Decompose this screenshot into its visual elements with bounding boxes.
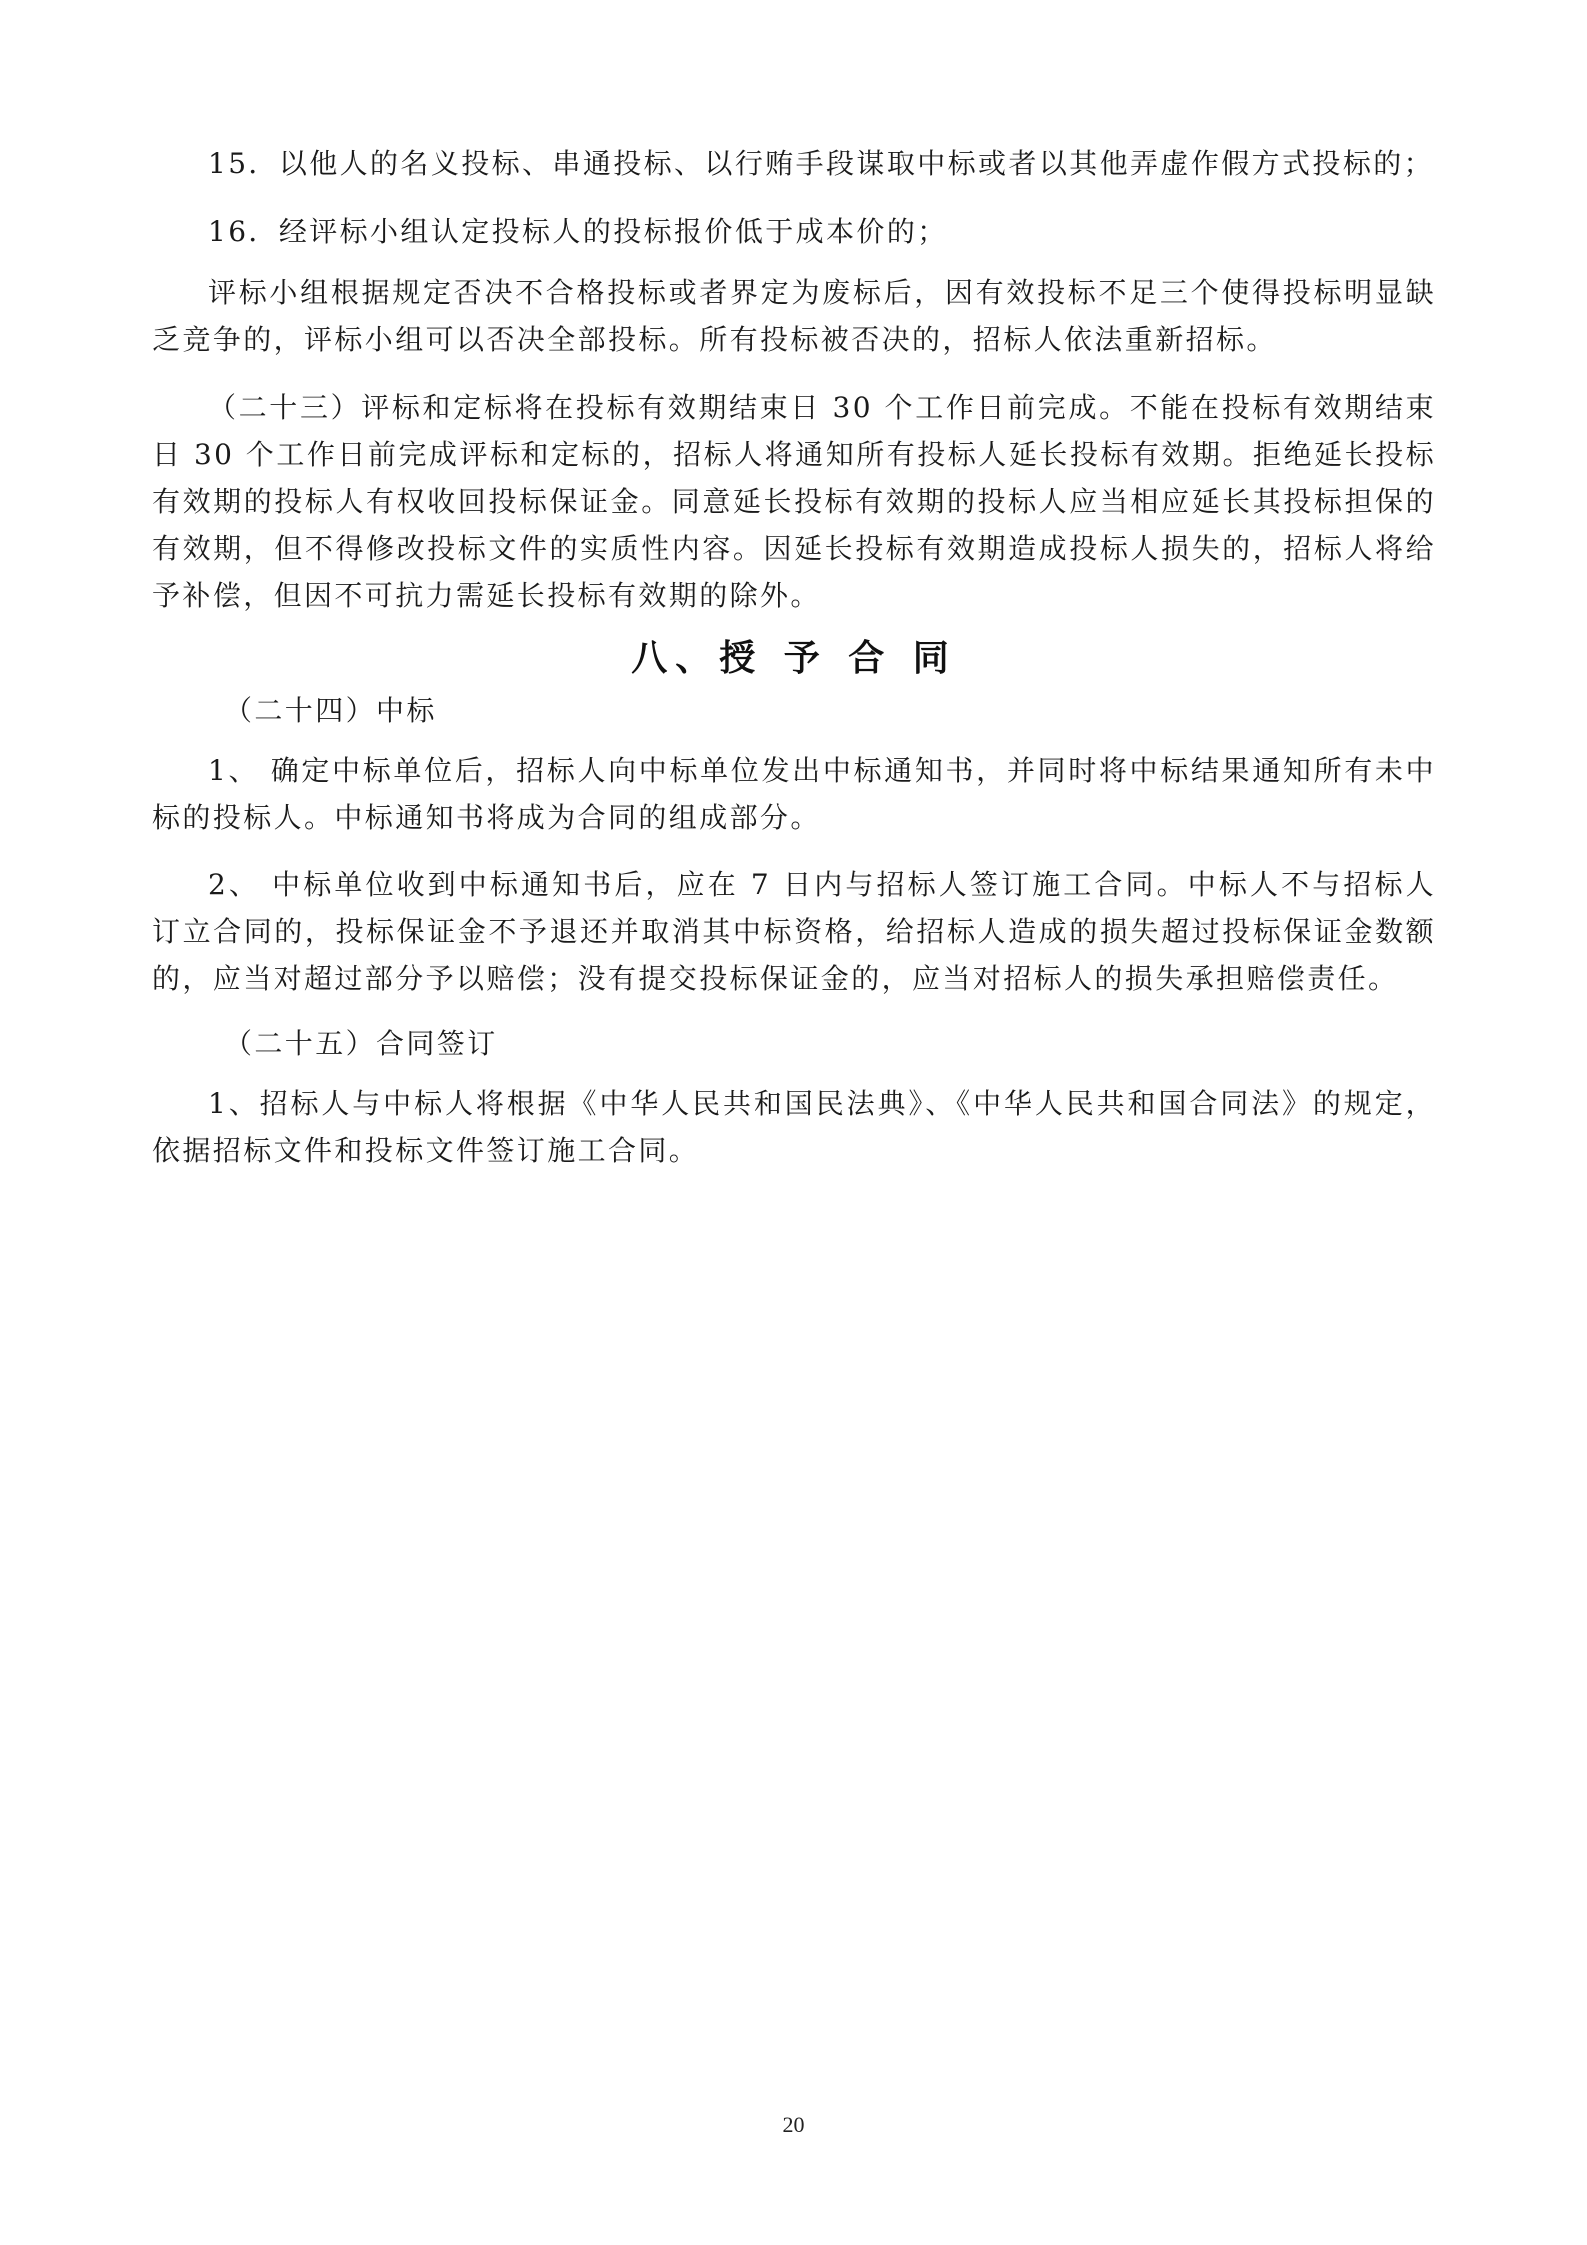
subsection-24-title: （二十四）中标 <box>224 694 437 727</box>
page-body <box>152 140 1436 1194</box>
clause-23-paragraph: （二十三）评标和定标将在投标有效期结束日 30 个工作日前完成。不能在投标有效期结束日 30 个工作日前完成评标和定标的，招标人将通知所有投标人延长投标有效期。拒绝延长投标有效期的投标人有权收回投标保证金。同意延长投标有效期的投标人应当相应延长其投标担保的有效期，但不得修改投标文件的实质性内容。因延长投标有效期造成投标人损失的，招标人将给予补偿，但因不可抗力需延长投标有效期的除外。 <box>152 391 1436 612</box>
award-item-2: 2、 中标单位收到中标通知书后，应在 7 日内与招标人签订施工合同。中标人不与招标人订立合同的，投标保证金不予退还并取消其中标资格，给招标人造成的损失超过投标保证金数额的，应当对超过部分予以赔偿；没有提交投标保证金的，应当对招标人的损失承担赔偿责任。 <box>152 868 1436 995</box>
clause-15: 15．以他人的名义投标、串通投标、以行贿手段谋取中标或者以其他弄虚作假方式投标的； <box>208 147 1435 180</box>
clause-16: 16．经评标小组认定投标人的投标报价低于成本价的； <box>208 215 948 248</box>
award-item-1: 1、 确定中标单位后，招标人向中标单位发出中标通知书，并同时将中标结果通知所有未中标的投标人。中标通知书将成为合同的组成部分。 <box>152 754 1436 834</box>
contract-item-1: 1、招标人与中标人将根据《中华人民共和国民法典》、《中华人民共和国合同法》的规定，依据招标文件和投标文件签订施工合同。 <box>152 1087 1436 1167</box>
page-number: 20 <box>782 2112 805 2137</box>
subsection-25-title: （二十五）合同签订 <box>224 1027 498 1060</box>
section-heading: 八、授 予 合 同 <box>631 638 957 679</box>
rejection-paragraph: 评标小组根据规定否决不合格投标或者界定为废标后，因有效投标不足三个使得投标明显缺乏竞争的，评标小组可以否决全部投标。所有投标被否决的，招标人依法重新招标。 <box>152 276 1436 356</box>
